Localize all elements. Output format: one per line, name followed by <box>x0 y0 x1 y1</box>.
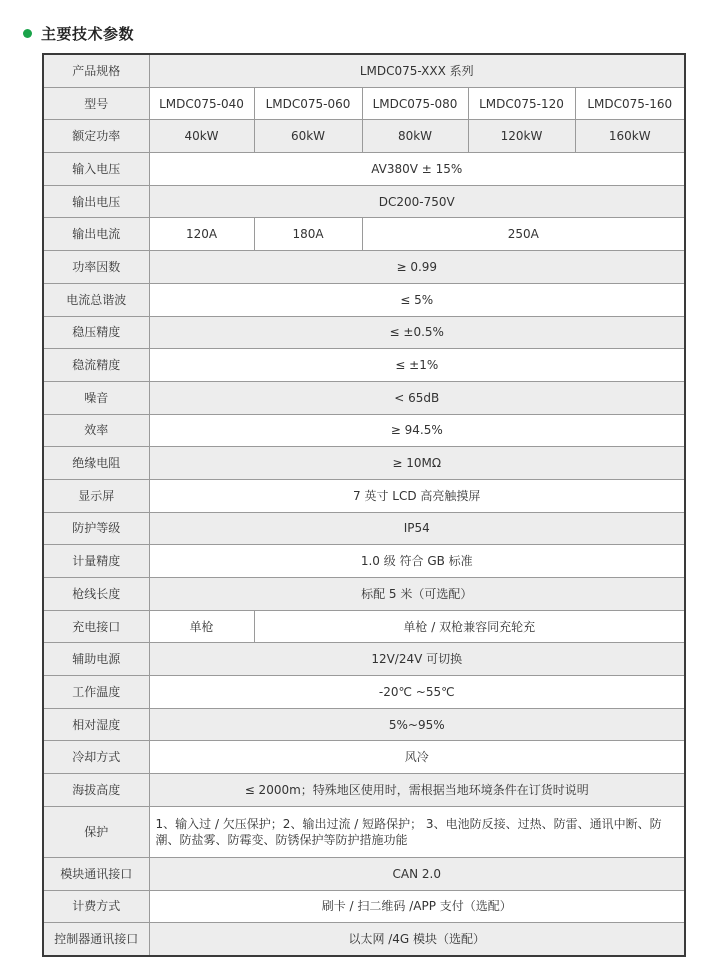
row-value: LMDC075-080 <box>362 87 468 120</box>
row-label: 产品规格 <box>43 54 149 87</box>
row-label: 额定功率 <box>43 120 149 153</box>
row-value: 160kW <box>575 120 685 153</box>
spec-table <box>42 53 686 957</box>
row-value: 单枪 <box>149 610 254 643</box>
row-value: DC200-750V <box>149 185 685 218</box>
row-label: 辅助电源 <box>43 643 149 676</box>
row-value: 12V/24V 可切换 <box>149 643 685 676</box>
row-value: ≤ ±0.5% <box>149 316 685 349</box>
row-value: 80kW <box>362 120 468 153</box>
table-row <box>43 120 685 153</box>
table-row <box>43 218 685 251</box>
table-row <box>43 857 685 890</box>
table-row <box>43 545 685 578</box>
row-label: 稳压精度 <box>43 316 149 349</box>
table-row <box>43 890 685 923</box>
row-label: 电流总谐波 <box>43 283 149 316</box>
row-label: 计费方式 <box>43 890 149 923</box>
row-value: 60kW <box>254 120 362 153</box>
table-row <box>43 676 685 709</box>
table-row <box>43 806 685 857</box>
table-row <box>43 741 685 774</box>
row-label: 功率因数 <box>43 251 149 284</box>
table-row <box>43 87 685 120</box>
table-row <box>43 578 685 611</box>
row-value: 7 英寸 LCD 高亮触摸屏 <box>149 479 685 512</box>
row-value: < 65dB <box>149 381 685 414</box>
row-value: ≤ ±1% <box>149 349 685 382</box>
table-row <box>43 153 685 186</box>
table-row <box>43 708 685 741</box>
row-value: CAN 2.0 <box>149 857 685 890</box>
section-heading <box>23 20 134 46</box>
row-value: 5%~95% <box>149 708 685 741</box>
row-value: IP54 <box>149 512 685 545</box>
row-label: 计量精度 <box>43 545 149 578</box>
row-value: 120kW <box>468 120 575 153</box>
row-value: 180A <box>254 218 362 251</box>
table-row <box>43 251 685 284</box>
table-row <box>43 643 685 676</box>
row-value: ≤ 5% <box>149 283 685 316</box>
row-value: LMDC075-040 <box>149 87 254 120</box>
row-label: 效率 <box>43 414 149 447</box>
row-value: 单枪 / 双枪兼容同充轮充 <box>254 610 685 643</box>
row-value: 1.0 级 符合 GB 标准 <box>149 545 685 578</box>
row-label: 控制器通讯接口 <box>43 923 149 956</box>
table-row <box>43 447 685 480</box>
row-value: ≤ 2000m；特殊地区使用时，需根据当地环境条件在订货时说明 <box>149 774 685 807</box>
row-value: 以太网 /4G 模块（选配） <box>149 923 685 956</box>
row-label: 保护 <box>43 806 149 857</box>
table-row <box>43 479 685 512</box>
row-label: 防护等级 <box>43 512 149 545</box>
row-value: AV380V ± 15% <box>149 153 685 186</box>
table-row <box>43 185 685 218</box>
table-row <box>43 414 685 447</box>
row-value: ≥ 10MΩ <box>149 447 685 480</box>
table-row <box>43 283 685 316</box>
table-row <box>43 54 685 87</box>
row-value: 120A <box>149 218 254 251</box>
row-value: LMDC075-120 <box>468 87 575 120</box>
row-label: 型号 <box>43 87 149 120</box>
section-title: 主要技术参数 <box>41 24 135 43</box>
row-label: 枪线长度 <box>43 578 149 611</box>
row-label: 输出电压 <box>43 185 149 218</box>
row-value: LMDC075-060 <box>254 87 362 120</box>
row-value: ≥ 94.5% <box>149 414 685 447</box>
row-value: ≥ 0.99 <box>149 251 685 284</box>
row-value: 刷卡 / 扫二维码 /APP 支付（选配） <box>149 890 685 923</box>
table-row <box>43 381 685 414</box>
table-row <box>43 316 685 349</box>
row-value: 风冷 <box>149 741 685 774</box>
row-label: 工作温度 <box>43 676 149 709</box>
table-row <box>43 512 685 545</box>
row-label: 冷却方式 <box>43 741 149 774</box>
row-value: 250A <box>362 218 685 251</box>
row-label: 相对湿度 <box>43 708 149 741</box>
bullet-dot-icon <box>23 29 32 38</box>
row-label: 充电接口 <box>43 610 149 643</box>
row-label: 海拔高度 <box>43 774 149 807</box>
row-label: 噪音 <box>43 381 149 414</box>
table-row <box>43 349 685 382</box>
row-value: 1、输入过 / 欠压保护；2、输出过流 / 短路保护； 3、电池防反接、过热、防雷、通讯中断、防潮、防盐雾、防霉变、防锈保护等防护措施功能 <box>149 806 685 857</box>
row-label: 输入电压 <box>43 153 149 186</box>
row-value: -20℃ ~55℃ <box>149 676 685 709</box>
row-label: 稳流精度 <box>43 349 149 382</box>
row-label: 绝缘电阻 <box>43 447 149 480</box>
table-row <box>43 774 685 807</box>
row-value: LMDC075-XXX 系列 <box>149 54 685 87</box>
row-label: 显示屏 <box>43 479 149 512</box>
row-label: 模块通讯接口 <box>43 857 149 890</box>
table-row <box>43 923 685 956</box>
row-label: 输出电流 <box>43 218 149 251</box>
row-value: 40kW <box>149 120 254 153</box>
table-row <box>43 610 685 643</box>
row-value: LMDC075-160 <box>575 87 685 120</box>
row-value: 标配 5 米（可选配） <box>149 578 685 611</box>
